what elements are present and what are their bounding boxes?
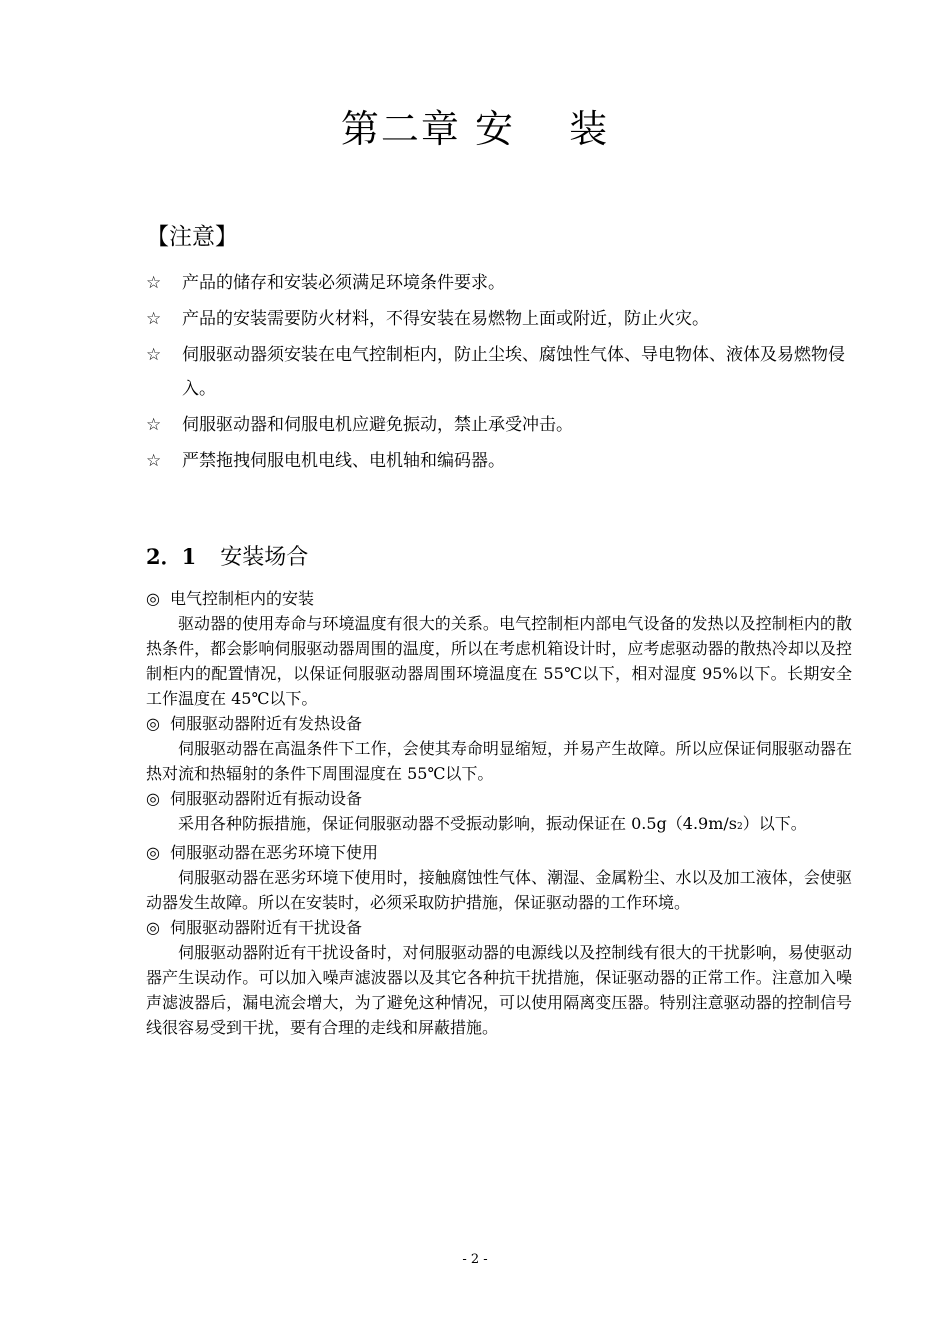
notice-item-text: 产品的储存和安装必须满足环境条件要求。 [182,273,505,293]
star-icon: ☆ [146,345,162,365]
page-number: - 2 - [462,1252,488,1267]
subsection-heading-text: 伺服驱动器附近有发热设备 [169,714,362,733]
vibration-text-before: 采用各种防振措施，保证伺服驱动器不受振动影响，振动保证在 0.5g（4.9m/s [178,814,737,833]
vibration-text-small: 2 [737,822,743,832]
subsection-interference [146,915,852,1040]
notice-item [146,408,856,442]
subsection-heading [146,915,852,940]
subsection-paragraph: 驱动器的使用寿命与环境温度有很大的关系。电气控制柜内部电气设备的发热以及控制柜内的散热条件，都会影响伺服驱动器周围的温度，所以在考虑机箱设计时，应考虑驱动器的散热冷却以及控制柜内的配置情况，以保证伺服驱动器周围环境温度在 55℃以下，相对湿度 95%以下。长期安全工作温度在 45℃以下。 [146,614,852,708]
double-circle-icon: ◎ [146,843,160,862]
double-circle-icon: ◎ [146,714,160,733]
section-body [146,586,852,1040]
notice-item-text: 伺服驱动器和伺服电机应避免振动，禁止承受冲击。 [182,415,573,435]
notice-item-text: 严禁拖拽伺服电机电线、电机轴和编码器。 [182,451,505,471]
star-icon: ☆ [146,415,162,435]
notice-item [146,266,856,300]
subsection-heading-text: 伺服驱动器附近有干扰设备 [169,918,362,937]
subsection-heading [146,840,852,865]
double-circle-icon: ◎ [146,589,160,608]
subsection-heading-text: 电气控制柜内的安装 [169,589,314,608]
star-icon: ☆ [146,273,162,293]
subsection-paragraph [146,811,852,840]
subsection-heading [146,786,852,811]
subsection-heading-text: 伺服驱动器在恶劣环境下使用 [169,843,378,862]
notice-heading: 【注意】 [146,224,238,250]
star-icon: ☆ [146,309,162,329]
subsection-paragraph: 伺服驱动器在恶劣环境下使用时，接触腐蚀性气体、潮湿、金属粉尘、水以及加工液体，会使驱动器发生故障。所以在安装时，必须采取防护措施，保证驱动器的工作环境。 [146,868,852,912]
chapter-title: 第二章 安 装 [340,107,610,151]
notice-item-text: 伺服驱动器须安装在电气控制柜内，防止尘埃、腐蚀性气体、导电物体、液体及易燃物侵入。 [182,345,845,399]
subsection-paragraph: 伺服驱动器附近有干扰设备时，对伺服驱动器的电源线以及控制线有很大的干扰影响，易使驱动器产生误动作。可以加入噪声滤波器以及其它各种抗干扰措施，保证驱动器的正常工作。注意加入噪声滤波器后，漏电流会增大，为了避免这种情况，可以使用隔离变压器。特别注意驱动器的控制信号线很容易受到干扰，要有合理的走线和屏蔽措施。 [146,943,852,1037]
subsection-vibration [146,786,852,840]
subsection-heat [146,711,852,786]
subsection-paragraph: 伺服驱动器在高温条件下工作，会使其寿命明显缩短，并易产生故障。所以应保证伺服驱动器在热对流和热辐射的条件下周围湿度在 55℃以下。 [146,739,852,783]
star-icon: ☆ [146,451,162,471]
subsection-heading [146,586,852,611]
notice-item [146,302,856,336]
subsection-cabinet [146,586,852,711]
double-circle-icon: ◎ [146,789,160,808]
section-title: 安装场合 [220,545,309,570]
section-heading [146,540,308,571]
notice-list [146,266,856,480]
subsection-heading-text: 伺服驱动器附近有振动设备 [169,789,362,808]
vibration-text-after: ）以下。 [742,814,807,833]
section-number: 2．1 [146,544,197,569]
subsection-heading [146,711,852,736]
subsection-harsh-environment [146,840,852,915]
notice-item [146,444,856,478]
notice-item-text: 产品的安装需要防火材料，不得安装在易燃物上面或附近，防止火灾。 [182,309,709,329]
double-circle-icon: ◎ [146,918,160,937]
notice-item [146,338,856,406]
